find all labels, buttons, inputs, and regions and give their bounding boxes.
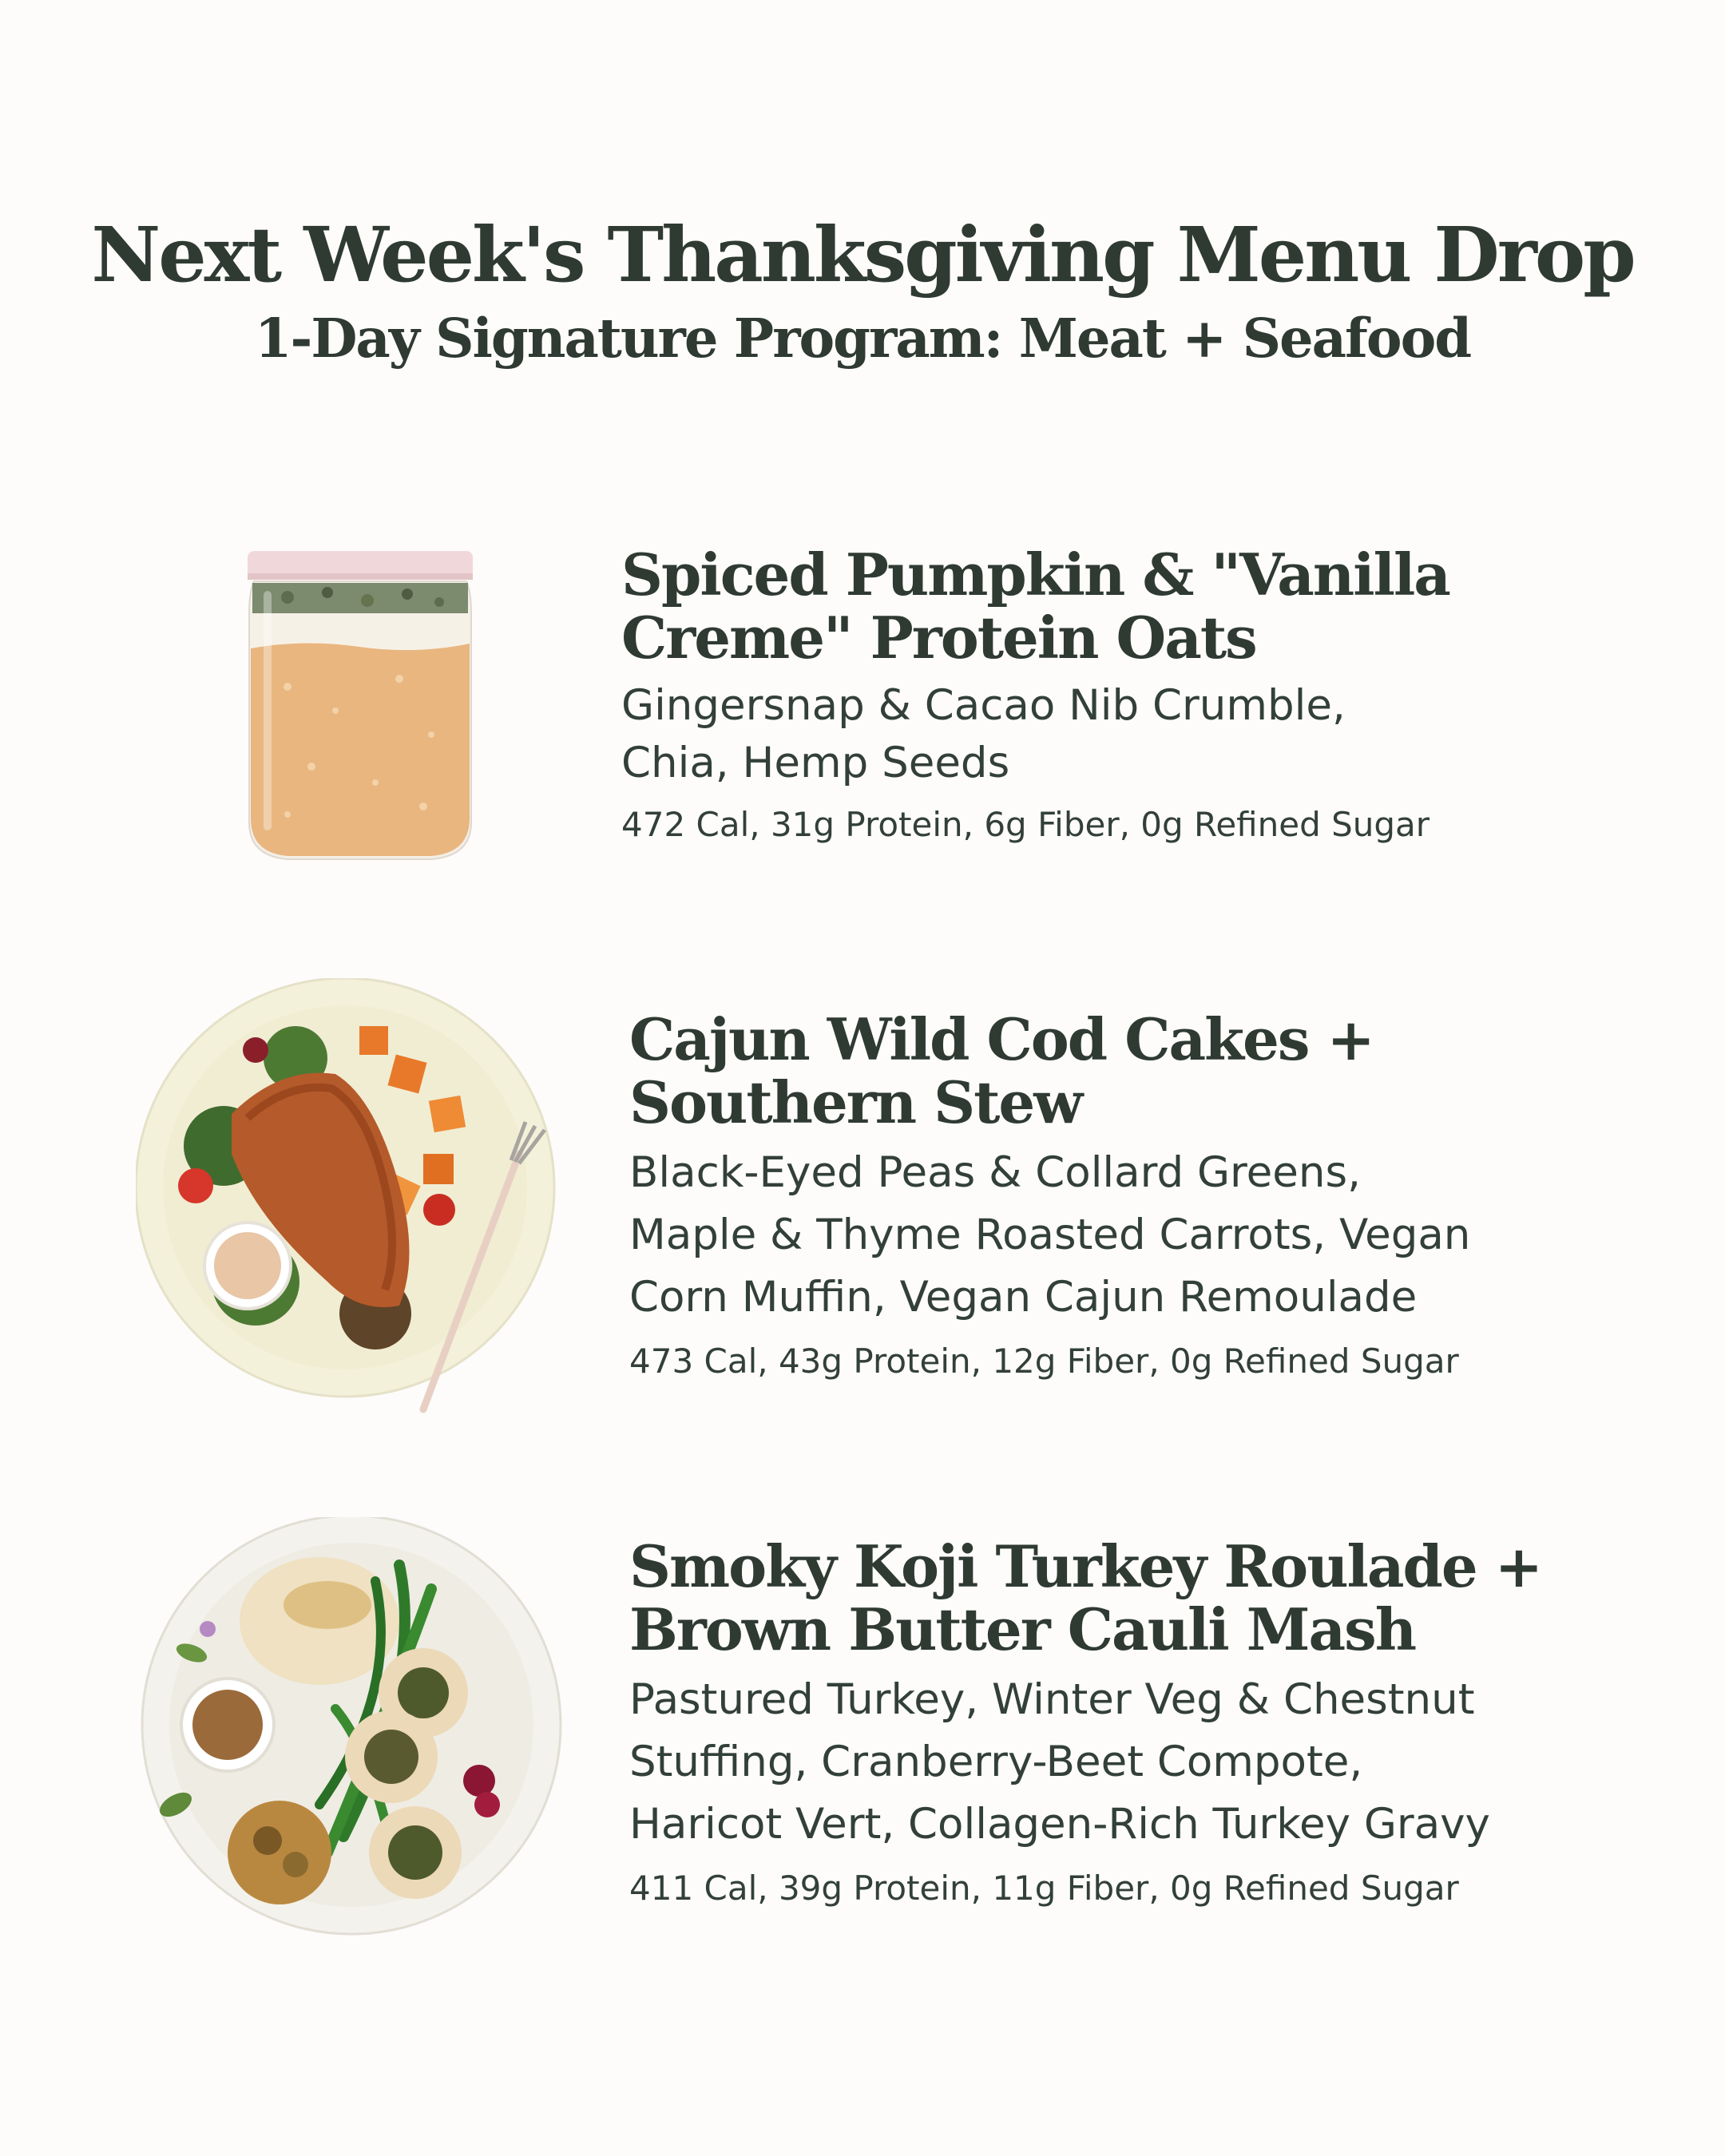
item-title-line: Smoky Koji Turkey Roulade + bbox=[629, 1532, 1542, 1600]
item-nutrition: 473 Cal, 43g Protein, 12g Fiber, 0g Refined Sugar bbox=[629, 1342, 1459, 1381]
page-subtitle: 1-Day Signature Program: Meat + Seafood bbox=[254, 307, 1471, 370]
oats-jar-photo bbox=[240, 543, 479, 862]
item-nutrition: 411 Cal, 39g Protein, 11g Fiber, 0g Refined Sugar bbox=[629, 1869, 1459, 1908]
item-desc-line: Gingersnap & Cacao Nib Crumble, bbox=[621, 681, 1346, 730]
item-description bbox=[629, 1142, 1668, 1329]
item-title-line: Brown Butter Cauli Mash bbox=[629, 1595, 1416, 1663]
cod-cakes-plate-photo bbox=[136, 978, 567, 1425]
item-title-line: Cajun Wild Cod Cakes + bbox=[629, 1005, 1374, 1073]
menu-item-cod-cakes-text bbox=[629, 1005, 1668, 1388]
item-desc-line: Pastured Turkey, Winter Veg & Chestnut bbox=[629, 1675, 1475, 1724]
item-desc-line: Stuffing, Cranberry-Beet Compote, bbox=[629, 1738, 1363, 1786]
item-title bbox=[629, 1005, 1668, 1136]
item-nutrition: 472 Cal, 31g Protein, 6g Fiber, 0g Refined Sugar bbox=[621, 805, 1430, 844]
item-desc-line: Corn Muffin, Vegan Cajun Remoulade bbox=[629, 1273, 1418, 1322]
page-header bbox=[0, 209, 1725, 375]
item-description bbox=[621, 677, 1660, 792]
item-title bbox=[629, 1532, 1668, 1663]
menu-item-turkey-roulade-text bbox=[629, 1532, 1668, 1915]
item-desc-line: Chia, Hemp Seeds bbox=[621, 739, 1010, 787]
item-desc-line: Maple & Thyme Roasted Carrots, Vegan bbox=[629, 1211, 1471, 1259]
item-title-line: Creme" Protein Oats bbox=[621, 604, 1256, 672]
item-desc-line: Haricot Vert, Collagen-Rich Turkey Gravy bbox=[629, 1800, 1490, 1849]
item-title bbox=[621, 541, 1660, 672]
menu-item-oats-text bbox=[621, 543, 1660, 851]
menu-item-turkey-roulade bbox=[0, 1517, 1725, 1948]
item-title-line: Spiced Pumpkin & "Vanilla bbox=[621, 541, 1449, 608]
item-description bbox=[629, 1669, 1668, 1856]
turkey-roulade-plate-photo bbox=[136, 1517, 567, 1948]
page-title: Next Week's Thanksgiving Menu Drop bbox=[91, 211, 1634, 299]
menu-item-oats bbox=[0, 543, 1725, 878]
item-title-line: Southern Stew bbox=[629, 1068, 1082, 1136]
menu-item-cod-cakes bbox=[0, 978, 1725, 1425]
item-desc-line: Black-Eyed Peas & Collard Greens, bbox=[629, 1148, 1361, 1197]
